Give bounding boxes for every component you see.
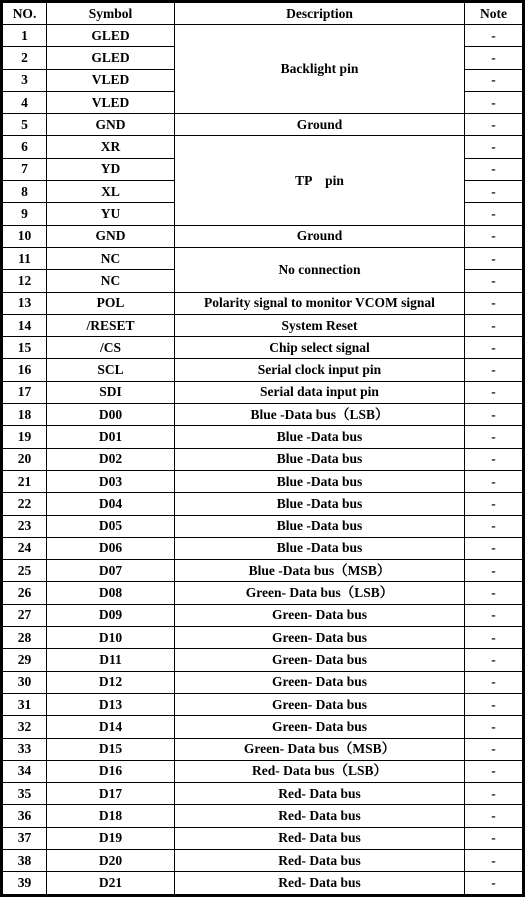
pin-description: Green- Data bus（LSB） — [175, 582, 465, 604]
table-row — [3, 359, 523, 381]
pin-symbol: D17 — [47, 783, 175, 805]
pin-symbol: /CS — [47, 337, 175, 359]
pin-number: 15 — [3, 337, 47, 359]
pin-symbol: D21 — [47, 872, 175, 894]
pin-note: - — [465, 827, 523, 849]
pin-number: 12 — [3, 270, 47, 292]
pin-note: - — [465, 158, 523, 180]
table-row — [3, 247, 523, 269]
pin-symbol: D02 — [47, 448, 175, 470]
pin-note: - — [465, 404, 523, 426]
pin-number: 29 — [3, 649, 47, 671]
table-row — [3, 738, 523, 760]
pin-number: 3 — [3, 69, 47, 91]
pin-number: 21 — [3, 470, 47, 492]
pin-note: - — [465, 25, 523, 47]
pin-description: Serial data input pin — [175, 381, 465, 403]
pin-number: 24 — [3, 537, 47, 559]
pin-description: Blue -Data bus — [175, 448, 465, 470]
pin-description: Blue -Data bus — [175, 470, 465, 492]
pin-note: - — [465, 69, 523, 91]
pin-symbol: VLED — [47, 91, 175, 113]
pin-note: - — [465, 448, 523, 470]
table-row — [3, 627, 523, 649]
pin-number: 39 — [3, 872, 47, 894]
table-row — [3, 693, 523, 715]
pin-symbol: D20 — [47, 849, 175, 871]
pin-note: - — [465, 203, 523, 225]
pin-description: Green- Data bus — [175, 627, 465, 649]
pin-note: - — [465, 515, 523, 537]
table-row — [3, 716, 523, 738]
pin-description: Blue -Data bus（MSB） — [175, 560, 465, 582]
pin-number: 36 — [3, 805, 47, 827]
pin-note: - — [465, 114, 523, 136]
pin-number: 38 — [3, 849, 47, 871]
table-row — [3, 114, 523, 136]
pin-description: System Reset — [175, 314, 465, 336]
pin-number: 26 — [3, 582, 47, 604]
table-row — [3, 849, 523, 871]
table-row — [3, 649, 523, 671]
pin-note: - — [465, 604, 523, 626]
table-row — [3, 604, 523, 626]
pin-description: Backlight pin — [175, 25, 465, 114]
pin-symbol: SDI — [47, 381, 175, 403]
pin-number: 9 — [3, 203, 47, 225]
pin-note: - — [465, 849, 523, 871]
pin-note: - — [465, 649, 523, 671]
pin-description: Red- Data bus — [175, 805, 465, 827]
pin-symbol: NC — [47, 270, 175, 292]
pin-note: - — [465, 136, 523, 158]
pin-description: Polarity signal to monitor VCOM signal — [175, 292, 465, 314]
pin-number: 7 — [3, 158, 47, 180]
table-row — [3, 515, 523, 537]
pin-symbol: D05 — [47, 515, 175, 537]
pin-note: - — [465, 91, 523, 113]
pin-note: - — [465, 47, 523, 69]
pin-description: Red- Data bus — [175, 827, 465, 849]
table-row — [3, 760, 523, 782]
pin-note: - — [465, 337, 523, 359]
pin-note: - — [465, 693, 523, 715]
pin-number: 10 — [3, 225, 47, 247]
pin-symbol: NC — [47, 247, 175, 269]
pin-symbol: GLED — [47, 25, 175, 47]
table-row — [3, 470, 523, 492]
pin-symbol: GND — [47, 225, 175, 247]
pin-number: 11 — [3, 247, 47, 269]
pin-number: 22 — [3, 493, 47, 515]
pin-symbol: D14 — [47, 716, 175, 738]
header-note: Note — [465, 3, 523, 25]
pin-note: - — [465, 716, 523, 738]
pin-number: 17 — [3, 381, 47, 403]
pin-note: - — [465, 671, 523, 693]
pin-number: 13 — [3, 292, 47, 314]
pin-description: Blue -Data bus — [175, 426, 465, 448]
pin-description: Blue -Data bus — [175, 537, 465, 559]
pin-number: 8 — [3, 181, 47, 203]
pin-note: - — [465, 738, 523, 760]
pin-number: 37 — [3, 827, 47, 849]
pin-description: Red- Data bus（LSB） — [175, 760, 465, 782]
pin-number: 27 — [3, 604, 47, 626]
table-row — [3, 872, 523, 894]
table-row — [3, 337, 523, 359]
pin-number: 19 — [3, 426, 47, 448]
pin-number: 2 — [3, 47, 47, 69]
pin-symbol: YU — [47, 203, 175, 225]
pin-number: 6 — [3, 136, 47, 158]
pin-symbol: /RESET — [47, 314, 175, 336]
table-row — [3, 783, 523, 805]
pin-symbol: D01 — [47, 426, 175, 448]
pin-number: 14 — [3, 314, 47, 336]
pin-note: - — [465, 470, 523, 492]
pin-note: - — [465, 783, 523, 805]
pin-note: - — [465, 582, 523, 604]
pin-symbol: D00 — [47, 404, 175, 426]
pin-number: 20 — [3, 448, 47, 470]
pin-number: 1 — [3, 25, 47, 47]
pin-symbol: GND — [47, 114, 175, 136]
pin-note: - — [465, 872, 523, 894]
pin-description: Red- Data bus — [175, 783, 465, 805]
pin-symbol: D06 — [47, 537, 175, 559]
pin-number: 25 — [3, 560, 47, 582]
pin-description: Green- Data bus — [175, 693, 465, 715]
header-description: Description — [175, 3, 465, 25]
pin-symbol: D12 — [47, 671, 175, 693]
table-body — [3, 25, 523, 895]
pin-description: TP pin — [175, 136, 465, 225]
pin-note: - — [465, 381, 523, 403]
table-row — [3, 827, 523, 849]
pin-number: 18 — [3, 404, 47, 426]
table-row — [3, 493, 523, 515]
pin-symbol: D18 — [47, 805, 175, 827]
pin-description: No connection — [175, 247, 465, 292]
pin-description: Green- Data bus — [175, 649, 465, 671]
pin-description: Serial clock input pin — [175, 359, 465, 381]
pin-note: - — [465, 760, 523, 782]
table-row — [3, 25, 523, 47]
table-row — [3, 426, 523, 448]
pin-number: 16 — [3, 359, 47, 381]
pin-note: - — [465, 426, 523, 448]
pin-number: 5 — [3, 114, 47, 136]
pin-number: 23 — [3, 515, 47, 537]
pin-note: - — [465, 627, 523, 649]
table-row — [3, 560, 523, 582]
pin-symbol: D07 — [47, 560, 175, 582]
pin-description: Ground — [175, 114, 465, 136]
table-row — [3, 381, 523, 403]
pin-number: 35 — [3, 783, 47, 805]
pin-symbol: SCL — [47, 359, 175, 381]
table-row — [3, 225, 523, 247]
pin-symbol: D11 — [47, 649, 175, 671]
pin-note: - — [465, 537, 523, 559]
pin-note: - — [465, 181, 523, 203]
pin-description: Green- Data bus — [175, 604, 465, 626]
pin-symbol: D04 — [47, 493, 175, 515]
pin-definition-table — [2, 2, 523, 895]
pin-symbol: VLED — [47, 69, 175, 91]
pin-description: Green- Data bus（MSB） — [175, 738, 465, 760]
pin-description: Green- Data bus — [175, 716, 465, 738]
pin-description: Blue -Data bus（LSB） — [175, 404, 465, 426]
pin-note: - — [465, 359, 523, 381]
pin-number: 4 — [3, 91, 47, 113]
table-row — [3, 671, 523, 693]
pin-symbol: YD — [47, 158, 175, 180]
pin-symbol: D13 — [47, 693, 175, 715]
pin-description: Red- Data bus — [175, 872, 465, 894]
pin-symbol: XL — [47, 181, 175, 203]
pin-number: 31 — [3, 693, 47, 715]
pin-symbol: D10 — [47, 627, 175, 649]
pin-note: - — [465, 805, 523, 827]
pin-note: - — [465, 270, 523, 292]
pin-number: 28 — [3, 627, 47, 649]
table-row — [3, 136, 523, 158]
pin-note: - — [465, 292, 523, 314]
pin-symbol: POL — [47, 292, 175, 314]
pin-description: Chip select signal — [175, 337, 465, 359]
table-row — [3, 537, 523, 559]
pin-number: 33 — [3, 738, 47, 760]
pin-symbol: D16 — [47, 760, 175, 782]
pin-number: 34 — [3, 760, 47, 782]
header-symbol: Symbol — [47, 3, 175, 25]
pin-description: Ground — [175, 225, 465, 247]
pin-symbol: D03 — [47, 470, 175, 492]
pin-description: Blue -Data bus — [175, 493, 465, 515]
pin-symbol: D19 — [47, 827, 175, 849]
pin-note: - — [465, 560, 523, 582]
header-row — [3, 3, 523, 25]
pin-note: - — [465, 247, 523, 269]
pin-note: - — [465, 225, 523, 247]
pin-symbol: XR — [47, 136, 175, 158]
pin-symbol: GLED — [47, 47, 175, 69]
pin-description: Blue -Data bus — [175, 515, 465, 537]
pin-number: 30 — [3, 671, 47, 693]
pin-description: Green- Data bus — [175, 671, 465, 693]
pin-symbol: D09 — [47, 604, 175, 626]
table-row — [3, 292, 523, 314]
pin-note: - — [465, 493, 523, 515]
table-row — [3, 582, 523, 604]
pin-number: 32 — [3, 716, 47, 738]
table-row — [3, 448, 523, 470]
pin-symbol: D15 — [47, 738, 175, 760]
pin-description: Red- Data bus — [175, 849, 465, 871]
header-no: NO. — [3, 3, 47, 25]
table-row — [3, 805, 523, 827]
table-row — [3, 404, 523, 426]
pin-symbol: D08 — [47, 582, 175, 604]
pin-note: - — [465, 314, 523, 336]
table-row — [3, 314, 523, 336]
